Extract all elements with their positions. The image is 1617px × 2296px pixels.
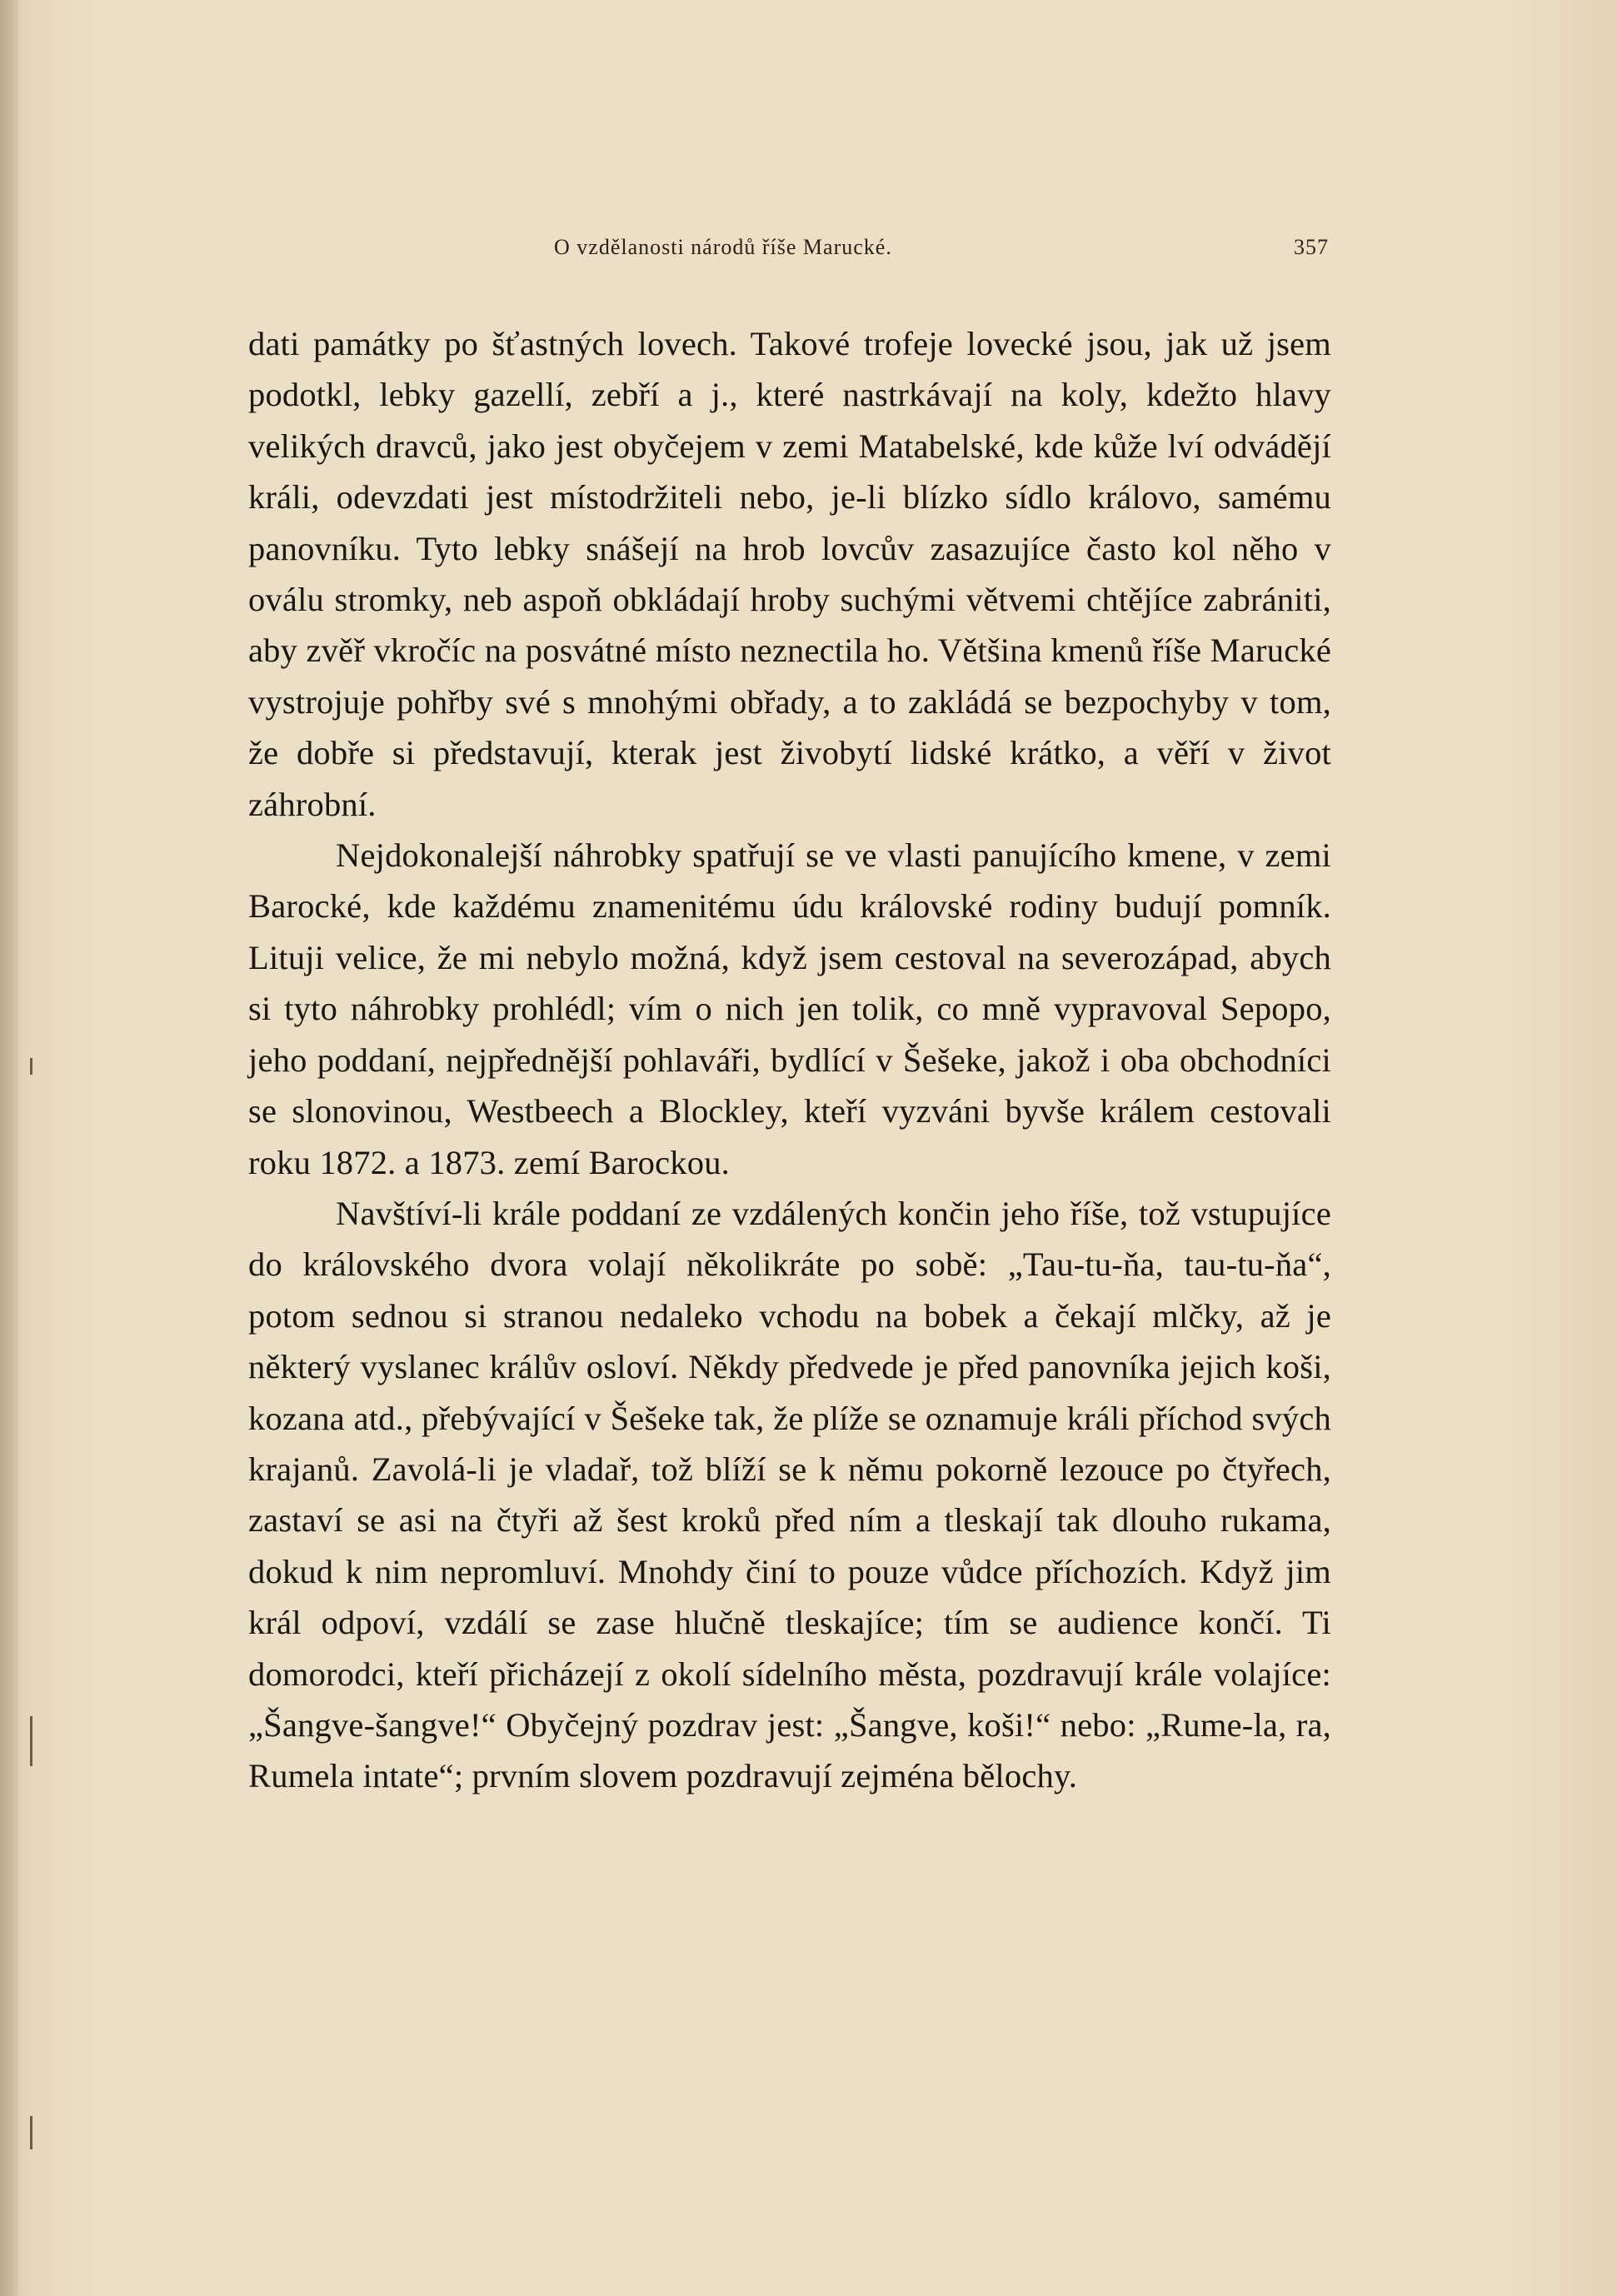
binding-mark [30,2116,32,2149]
binding-mark [30,1058,32,1075]
running-head [250,235,1329,268]
body-text [248,318,1331,1802]
running-head-title: O vzdělanosti národů říše Marucké. [554,235,892,259]
gutter-shadow [0,0,18,2296]
page-number: 357 [1294,235,1329,259]
paragraph: Navštíví-li krále poddaní ze vzdálených končin jeho říše, tož vstupujíce do královského dvora volají několikráte po sobě: „Tau-tu-ňa, tau-tu-ňa“, potom sednou si stranou nedaleko vchodu na bobek a čekají mlčky, až je některý vyslanec králův osloví. Někdy předvede je před panovníka jejich koši, kozana atd., přebývající v Šešeke tak, že plíže se oznamuje králi příchod svých krajanů. Zavolá-li je vladař, tož blíží se k němu pokorně lezouce po čtyřech, zastaví se asi na čtyři až šest kroků před ním a tleskají tak dlouho rukama, dokud k nim nepromluví. Mnohdy činí to pouze vůdce příchozích. Když jim král odpoví, vzdálí se zase hlučně tleskajíce; tím se audience končí. Ti domorodci, kteří přicházejí z okolí sídelního města, pozdravují krále volajíce: „Šangve-šangve!“ Obyčejný pozdrav jest: „Šangve, koši!“ nebo: „Rume-la, ra, Rumela intate“; prvním slovem pozdravují zejména bělochy. [248,1194,1331,1795]
binding-mark [30,1716,32,1766]
paragraph: Nejdokonalejší náhrobky spatřují se ve vlasti panujícího kmene, v zemi Barocké, kde každému znamenitému údu královské rodiny budují pomník. Lituji velice, že mi nebylo možná, když jsem cestoval na severozápad, abych si tyto náhrobky prohlédl; vím o nich jen tolik, co mně vypravoval Sepopo, jeho poddaní, nejpřednější pohlaváři, bydlící v Šešeke, jakož i oba obchodníci se slonovinou, Westbeech a Blockley, kteří vyzváni byvše králem cestovali roku 1872. a 1873. zemí Barockou. [248,836,1331,1181]
paragraph: dati památky po šťastných lovech. Takové trofeje lovecké jsou, jak už jsem podotkl, lebky gazellí, zebří a j., které nastrkávají na koly, kdežto hlavy velikých dravců, jako jest obyčejem v zemi Matabelské, kde kůže lví odvádějí králi, odevzdati jest místodržiteli nebo, je-li blízko sídlo královo, samému panovníku. Tyto lebky snášejí na hrob lovcův zasazujíce často kol něho v oválu stromky, neb aspoň obkládají hroby suchými větvemi chtějíce zabrániti, aby zvěř vkročíc na posvátné místo neznectila ho. Většina kmenů říše Marucké vystrojuje pohřby své s mnohými obřady, a to zakládá se bezpochyby v tom, že dobře si představují, kterak jest živobytí lidské krátko, a věří v život záhrobní. [248,325,1331,823]
